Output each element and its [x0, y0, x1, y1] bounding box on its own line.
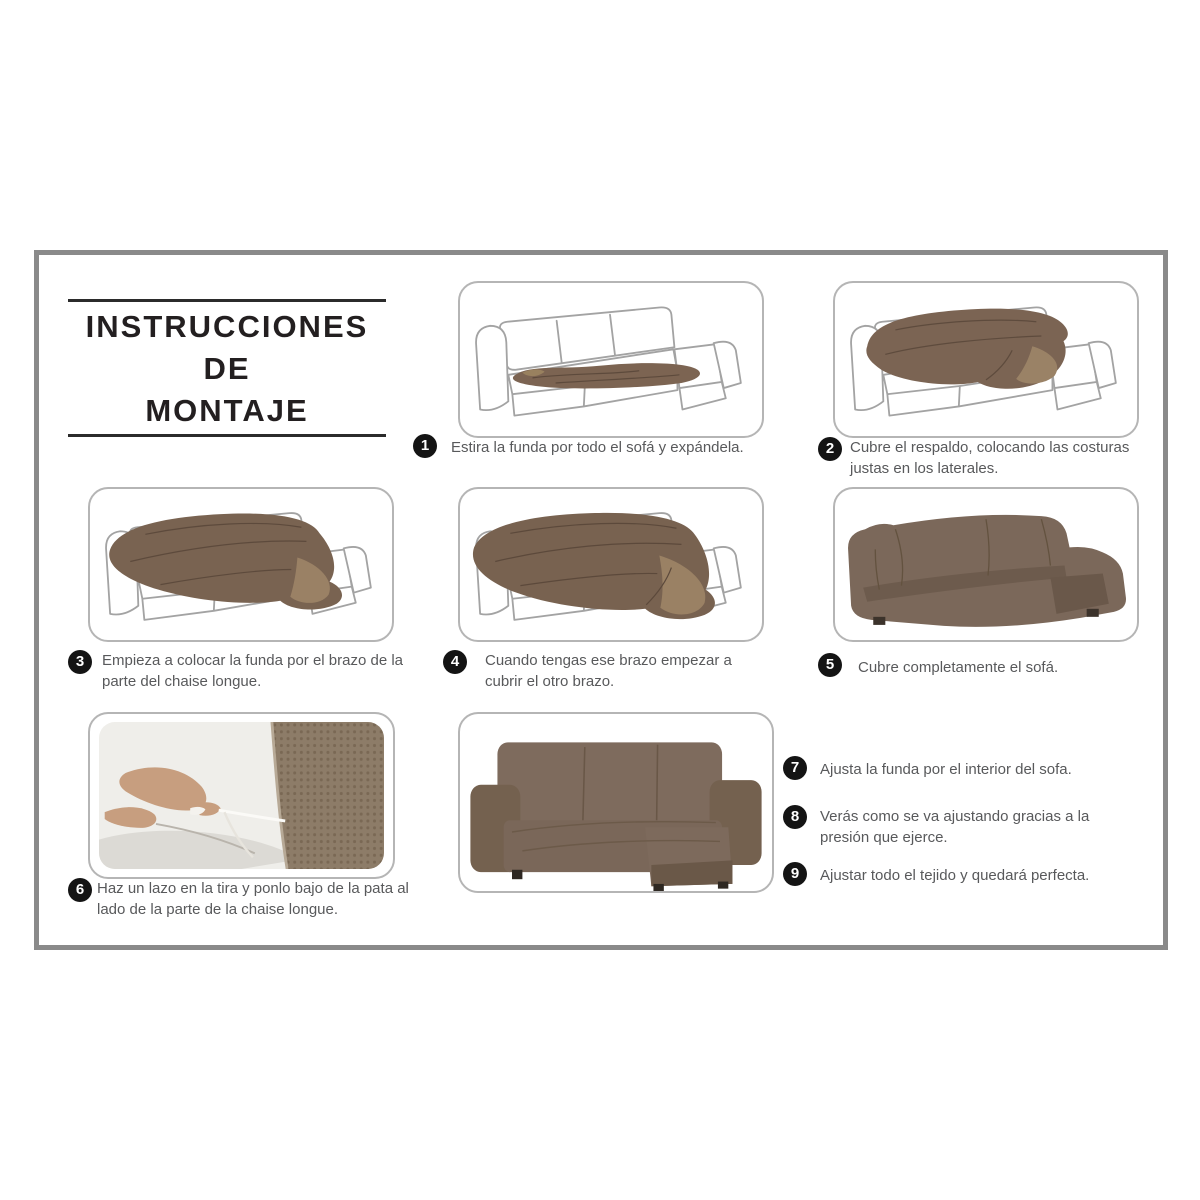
- step-3-badge: 3: [68, 650, 92, 674]
- hands-tying-strap-icon: [99, 722, 384, 869]
- step-3-illustration-panel: [88, 487, 394, 642]
- page-title: [68, 306, 386, 432]
- sofa-outline-cover-over-both-arms-icon: [460, 489, 762, 640]
- step-6-badge: 6: [68, 878, 92, 902]
- step-5-badge: 5: [818, 653, 842, 677]
- title-line-1: INSTRUCCIONES: [85, 309, 369, 344]
- finished-covered-sofa-icon: [460, 714, 772, 891]
- step-1-caption: Estira la funda por todo el sofá y expándela.: [451, 439, 744, 456]
- title-line-2: DE: [203, 351, 251, 386]
- title-rule-bottom: [68, 434, 386, 437]
- step-1-badge: 1: [413, 434, 437, 458]
- step-6-caption: Haz un lazo en la tira y ponlo bajo de la pata al lado de la parte de la chaise longue.: [97, 880, 409, 918]
- title-line-3: MONTAJE: [145, 393, 309, 428]
- step-8-caption: Verás como se va ajustando gracias a la presión que ejerce.: [820, 808, 1090, 846]
- step-4-illustration-panel: [458, 487, 764, 642]
- title-rule-top: [68, 299, 386, 302]
- step-2-badge: 2: [818, 437, 842, 461]
- sofa-outline-cover-over-backrest-icon: [835, 283, 1137, 436]
- step-9-caption: Ajustar todo el tejido y quedará perfecta.: [820, 867, 1090, 884]
- sofa-outline-cover-on-seat-icon: [460, 283, 762, 436]
- step-4-caption: Cuando tengas ese brazo empezar a cubrir el otro brazo.: [485, 652, 732, 690]
- step-7-badge: 7: [783, 756, 807, 780]
- step-8-badge: 8: [783, 805, 807, 829]
- tying-strap-photo: [99, 722, 384, 869]
- step-9-badge: 9: [783, 862, 807, 886]
- step-4-badge: 4: [443, 650, 467, 674]
- sofa-outline-cover-over-left-side-icon: [90, 489, 392, 640]
- step-5-illustration-panel: [833, 487, 1139, 642]
- sofa-fully-covered-icon: [835, 489, 1137, 640]
- step-5-caption: Cubre completamente el sofá.: [858, 659, 1059, 676]
- step-6-illustration-panel: [88, 712, 395, 879]
- step-3-caption: Empieza a colocar la funda por el brazo de la parte del chaise longue.: [102, 652, 404, 690]
- step-7-illustration-panel: [458, 712, 774, 893]
- step-2-illustration-panel: [833, 281, 1139, 438]
- step-7-caption: Ajusta la funda por el interior del sofa.: [820, 761, 1072, 778]
- step-1-illustration-panel: [458, 281, 764, 438]
- step-2-caption: Cubre el respaldo, colocando las costuras justas en los laterales.: [850, 439, 1130, 477]
